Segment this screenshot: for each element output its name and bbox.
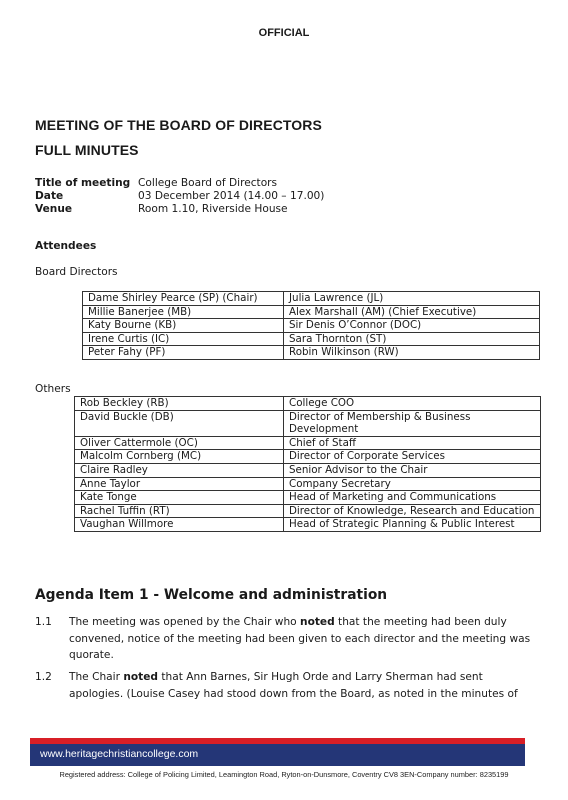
website-link[interactable]: www.heritagechristiancollege.com [40, 748, 199, 760]
paragraph-emphasis: noted [123, 671, 158, 683]
others-row [75, 410, 541, 436]
agenda-item-heading: Agenda Item 1 - Welcome and administration [35, 587, 388, 603]
meta-row-venue [35, 203, 288, 216]
name-cell: Rob Beckley (RB) [75, 397, 284, 411]
role-cell: Sara Thornton (ST) [284, 332, 540, 346]
others-table [74, 396, 541, 532]
role-cell: Chief of Staff [284, 436, 541, 450]
board-directors-row [83, 319, 540, 333]
name-cell: Malcolm Cornberg (MC) [75, 450, 284, 464]
role-cell: Alex Marshall (AM) (Chief Executive) [284, 305, 540, 319]
board-directors-row [83, 292, 540, 306]
role-cell: Senior Advisor to the Chair [284, 463, 541, 477]
others-row [75, 477, 541, 491]
others-label: Others [35, 383, 71, 395]
document-title: MEETING OF THE BOARD OF DIRECTORS [35, 117, 322, 133]
paragraph-number: 1.2 [35, 671, 52, 683]
name-cell: Millie Banerjee (MB) [83, 305, 284, 319]
others-row [75, 504, 541, 518]
role-cell: Head of Marketing and Communications [284, 491, 541, 505]
others-row [75, 463, 541, 477]
others-row [75, 450, 541, 464]
role-cell: Director of Knowledge, Research and Education [284, 504, 541, 518]
board-directors-table [82, 291, 540, 360]
meta-row-date [35, 190, 324, 203]
board-directors-row [83, 346, 540, 360]
role-cell: Director of Membership & Business Development [284, 410, 541, 436]
meta-label: Date [35, 190, 64, 202]
role-cell: Company Secretary [284, 477, 541, 491]
name-cell: Oliver Cattermole (OC) [75, 436, 284, 450]
meta-label: Title of meeting [35, 177, 131, 189]
name-cell: Vaughan Willmore [75, 518, 284, 532]
registered-address: Registered address: College of Policing Limited, Leamington Road, Ryton-on-Dunsmore, Coventry CV8 3EN-Company number: 8235199 [59, 770, 509, 779]
name-cell: Peter Fahy (PF) [83, 346, 284, 360]
name-cell: Irene Curtis (IC) [83, 332, 284, 346]
board-directors-row [83, 305, 540, 319]
role-cell: Robin Wilkinson (RW) [284, 346, 540, 360]
role-cell: Julia Lawrence (JL) [284, 292, 540, 306]
classification-label: OFFICIAL [258, 27, 310, 39]
board-directors-row [83, 332, 540, 346]
paragraph-text: that the meeting had been duly convened, notice of the meeting had been given to each director and the meeting was quorate. [69, 616, 531, 661]
attendees-heading: Attendees [35, 240, 97, 252]
meta-value: 03 December 2014 (14.00 – 17.00) [138, 190, 325, 202]
document-subtitle: FULL MINUTES [35, 142, 139, 158]
paragraph-text: that Ann Barnes, Sir Hugh Orde and Larry Sherman had sent apologies. (Louise Casey had stood down from the Board, as noted in the minutes of [69, 671, 518, 700]
role-cell: Head of Strategic Planning & Public Interest [284, 518, 541, 532]
name-cell: Katy Bourne (KB) [83, 319, 284, 333]
others-row [75, 397, 541, 411]
others-row [75, 491, 541, 505]
meta-value: College Board of Directors [138, 177, 278, 189]
name-cell: Anne Taylor [75, 477, 284, 491]
name-cell: Dame Shirley Pearce (SP) (Chair) [83, 292, 284, 306]
meta-row-title [35, 177, 277, 190]
role-cell: Director of Corporate Services [284, 450, 541, 464]
name-cell: David Buckle (DB) [75, 410, 284, 436]
name-cell: Kate Tonge [75, 491, 284, 505]
agenda-paragraph [35, 614, 535, 664]
others-row [75, 436, 541, 450]
paragraph-emphasis: noted [300, 616, 335, 628]
paragraph-text: The Chair [69, 671, 124, 683]
role-cell: College COO [284, 397, 541, 411]
board-directors-label: Board Directors [35, 266, 118, 278]
agenda-paragraph [35, 669, 535, 702]
role-cell: Sir Denis O’Connor (DOC) [284, 319, 540, 333]
name-cell: Rachel Tuffin (RT) [75, 504, 284, 518]
paragraph-text: The meeting was opened by the Chair who [69, 616, 301, 628]
others-row [75, 518, 541, 532]
paragraph-number: 1.1 [35, 616, 52, 628]
name-cell: Claire Radley [75, 463, 284, 477]
meta-value: Room 1.10, Riverside House [138, 203, 288, 215]
meta-label: Venue [35, 203, 73, 215]
